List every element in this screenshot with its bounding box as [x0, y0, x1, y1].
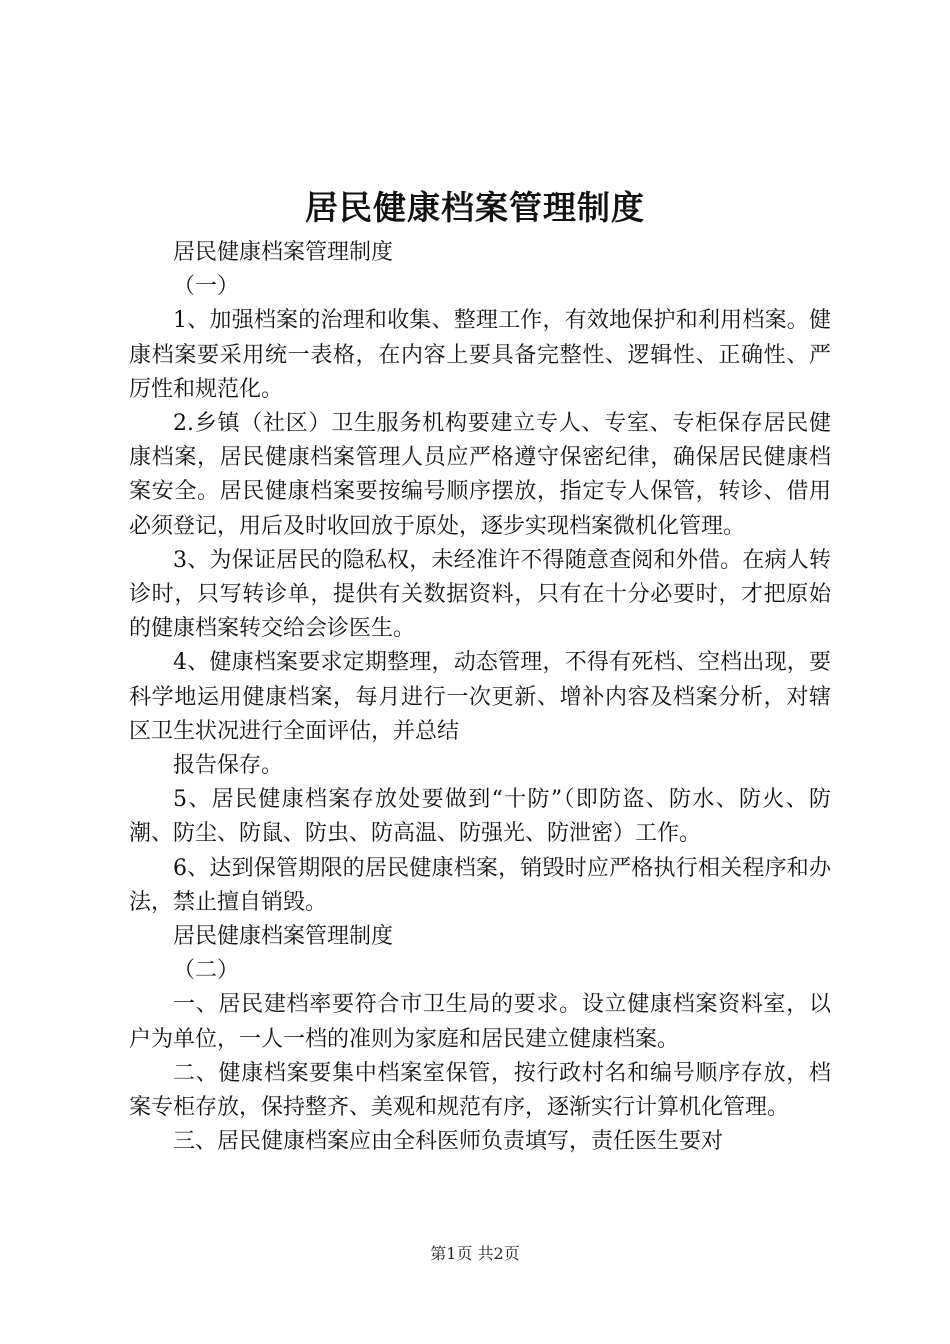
section-number: （二） — [173, 958, 240, 984]
paragraph: 6、达到保管期限的居民健康档案，销毁时应严格执行相关程序和办法，禁止擅自销毁。 — [129, 855, 831, 915]
section-heading: 居民健康档案管理制度 — [173, 240, 394, 265]
paragraph: 2.乡镇（社区）卫生服务机构要建立专人、专室、专柜保存居民健康档案，居民健康档案管理人员应严格遵守保密纪律，确保居民健康档案安全。居民健康档案要按编号顺序摆放，指定专人保管，转诊、借用必须登记，用后及时收回放于原处，逐步实现档案微机化管理。 — [129, 411, 831, 539]
section-heading: 居民健康档案管理制度 — [173, 924, 394, 950]
page-footer: 第1页 共2页 — [430, 1244, 520, 1263]
paragraph: 三、居民健康档案应由全科医师负责填写，责任医生要对 — [173, 1129, 724, 1155]
paragraph: 一、居民建档率要符合市卫生局的要求。设立健康档案资料室，以户为单位，一人一档的准则为家庭和居民建立健康档案。 — [129, 992, 831, 1052]
paragraph: 二、健康档案要集中档案室保管，按行政村名和编号顺序存放，档案专柜存放，保持整齐、美观和规范有序，逐渐实行计算机化管理。 — [129, 1060, 831, 1121]
paragraph: 3、为保证居民的隐私权，未经准许不得随意查阅和外借。在病人转诊时，只写转诊单，提供有关数据资料，只有在十分必要时，才把原始的健康档案转交给会诊医生。 — [129, 547, 831, 642]
document-title: 居民健康档案管理制度 — [305, 188, 645, 227]
document-body — [129, 236, 831, 1159]
paragraph: 1、加强档案的治理和收集、整理工作，有效地保护和利用档案。健康档案要采用统一表格，在内容上要具备完整性、逻辑性、正确性、严厉性和规范化。 — [129, 308, 831, 402]
paragraph: 5、居民健康档案存放处要做到“十防”（即防盗、防水、防火、防潮、防尘、防鼠、防虫、防高温、防强光、防泄密）工作。 — [129, 787, 831, 847]
section-number: （一） — [173, 274, 240, 300]
paragraph: 4、健康档案要求定期整理，动态管理，不得有死档、空档出现，要科学地运用健康档案，每月进行一次更新、增补内容及档案分析，对辖区卫生状况进行全面评估，并总结 — [129, 650, 831, 744]
paragraph-continuation: 报告保存。 — [173, 753, 284, 779]
